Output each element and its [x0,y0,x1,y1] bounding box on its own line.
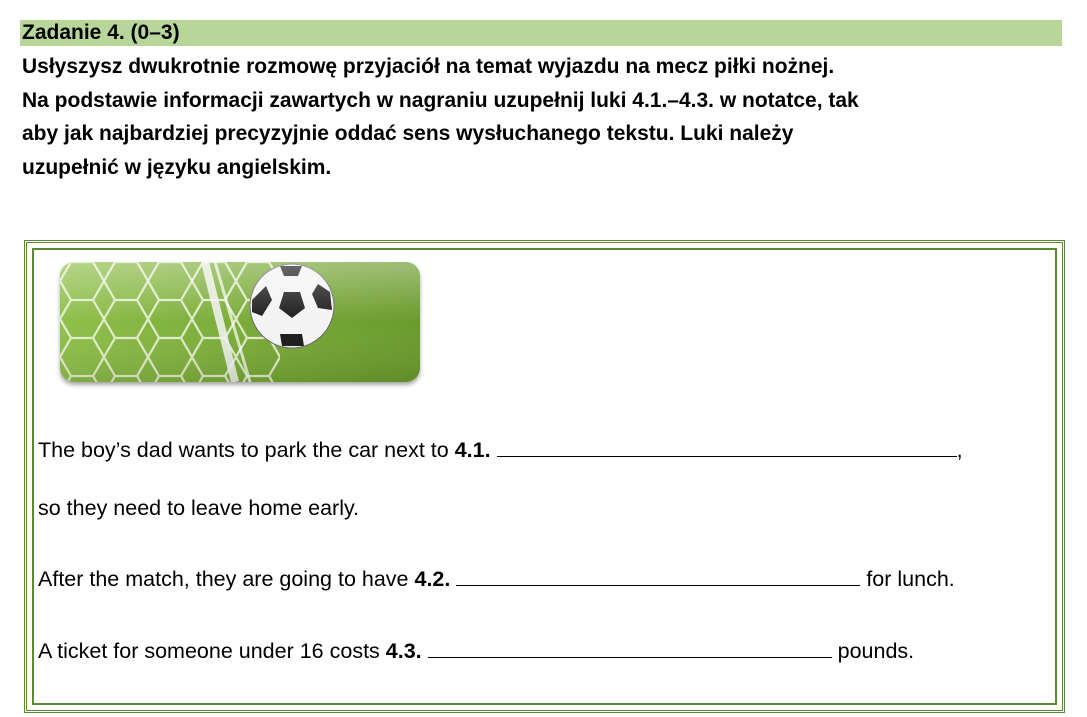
task-title: Zadanie 4. (0–3) [20,20,1062,46]
note-line-4-3 [38,637,914,665]
note-text: for lunch. [866,567,955,591]
gap-number: 4.1. [454,438,491,462]
note-text: A ticket for someone under 16 costs [38,639,386,663]
note-line-4-1 [38,436,963,464]
gap-4-2-blank[interactable] [456,565,860,586]
gap-number: 4.3. [385,639,422,663]
note-text: so they need to leave home early. [38,496,360,520]
instruction-line: aby jak najbardziej precyzyjnie oddać sens wysłuchanego tekstu. Luki należy [22,122,794,145]
gap-number: 4.2. [414,567,451,591]
note-text: After the match, they are going to have [38,567,415,591]
note-text: , [956,438,963,462]
note-line-4-2 [38,565,955,593]
task-instruction [22,50,1062,184]
instruction-line: Usłyszysz dwukrotnie rozmowę przyjaciół na temat wyjazdu na mecz piłki nożnej. [22,55,835,78]
gap-4-1-blank[interactable] [497,436,957,457]
instruction-line: uzupełnić w języku angielskim. [22,155,332,179]
gap-4-3-blank[interactable] [428,637,832,658]
note-text: The boy’s dad wants to park the car next to [38,438,455,462]
note-text: pounds. [837,639,915,663]
note-line-continuation [38,494,359,522]
instruction-line: Na podstawie informacji zawartych w nagraniu uzupełnij luki 4.1.–4.3. w notatce, tak [22,88,859,112]
soccer-ball-in-net-image [60,262,420,382]
